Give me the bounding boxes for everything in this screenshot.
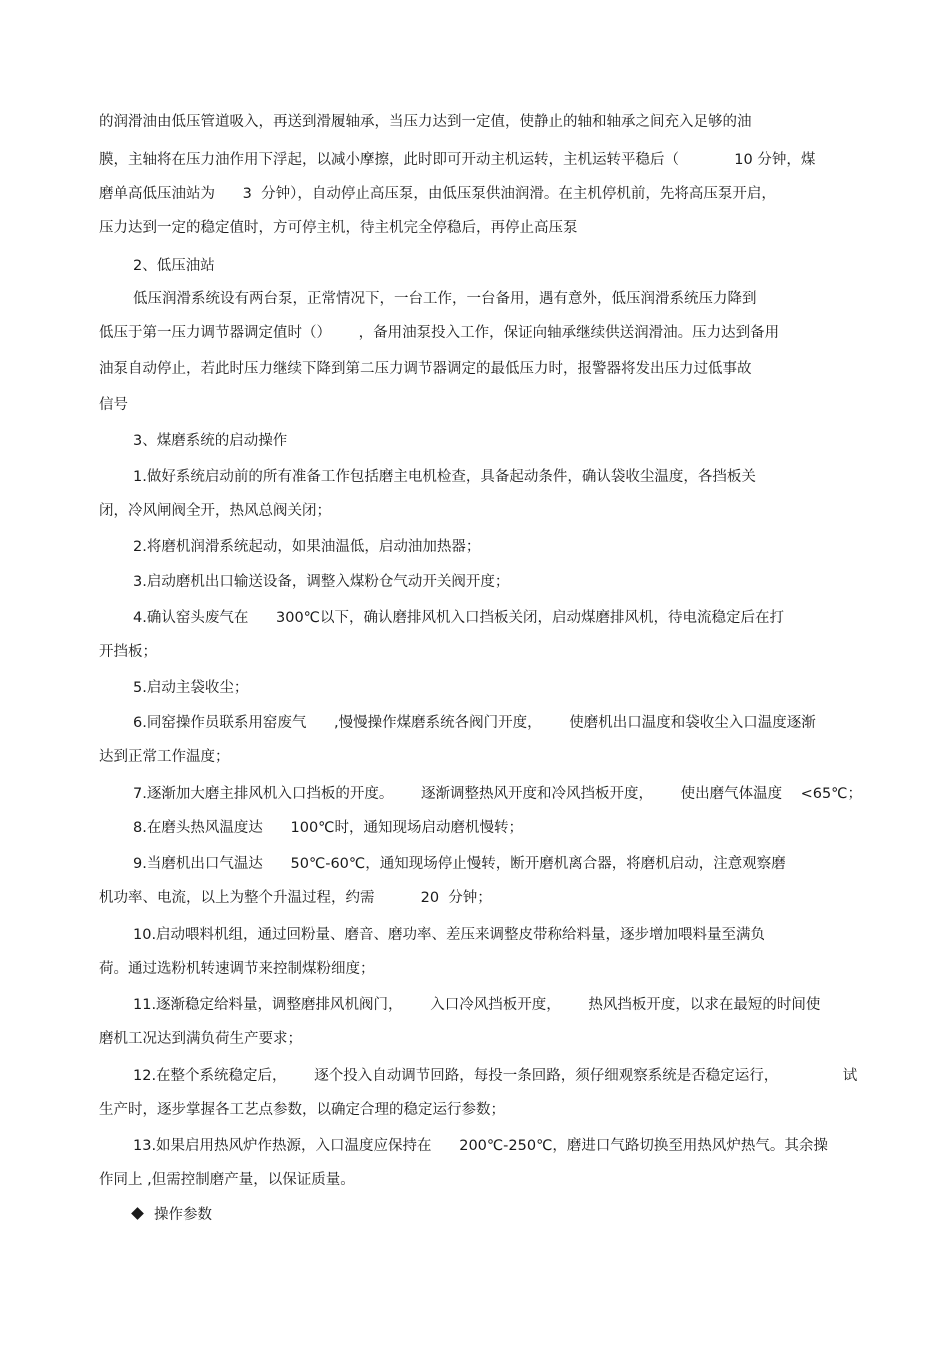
paragraph1-line-3: 磨单高低压油站为 3 分钟），自动停止高压泵，由低压泵供油润滑。在主机停机前，先将高压泵开启， <box>99 186 776 202</box>
step-9-line-1: 9.当磨机出口气温达 50℃-60℃，通知现场停止慢转，断开磨机离合器，将磨机启动，注意观察磨 <box>133 856 786 872</box>
paragraph1-line-4: 压力达到一定的稳定值时，方可停主机，待主机完全停稳后，再停止高压泵 <box>99 220 578 236</box>
step-11-line-2: 磨机工况达到满负荷生产要求； <box>99 1031 302 1047</box>
step-5: 5.启动主袋收尘； <box>133 680 249 696</box>
step-12-line-2: 生产时，逐步掌握各工艺点参数，以确定合理的稳定运行参数； <box>99 1102 505 1118</box>
step-3: 3.启动磨机出口输送设备，调整入煤粉仓气动开关阀开度； <box>133 574 510 590</box>
step-7: 7.逐渐加大磨主排风机入口挡板的开度。 逐渐调整热风开度和冷风挡板开度， 使出磨气体温度 <65℃； <box>133 786 862 802</box>
step-9-line-2: 机功率、电流，以上为整个升温过程，约需 20 分钟； <box>99 890 492 906</box>
section2-line-1: 低压润滑系统设有两台泵，正常情况下，一台工作，一台备用，遇有意外，低压润滑系统压力降到 <box>133 291 757 307</box>
paragraph1-line-1: 的润滑油由低压管道吸入，再送到滑履轴承，当压力达到一定值，使静止的轴和轴承之间充入足够的油 <box>99 114 752 130</box>
step-12-line-1: 12.在整个系统稳定后， 逐个投入自动调节回路，每投一条回路，须仔细观察系统是否稳定运行， 试 <box>133 1068 858 1084</box>
section2-line-3: 油泵自动停止，若此时压力继续下降到第二压力调节器调定的最低压力时，报警器将发出压力过低事故 <box>99 361 752 377</box>
step-8: 8.在磨头热风温度达 100℃时，通知现场启动磨机慢转； <box>133 820 523 836</box>
step-11-line-1: 11.逐渐稳定给料量，调整磨排风机阀门， 入口冷风挡板开度， 热风挡板开度，以求在最短的时间使 <box>133 997 821 1013</box>
step-1-line-2: 闭，冷风闸阀全开，热风总阀关闭； <box>99 503 331 519</box>
step-13-line-1: 13.如果启用热风炉作热源，入口温度应保持在 200℃-250℃，磨进口气路切换至用热风炉热气。其余操 <box>133 1138 828 1154</box>
step-6-line-1: 6.同窑操作员联系用窑废气 ,慢慢操作煤磨系统各阀门开度， 使磨机出口温度和袋收尘入口温度逐渐 <box>133 715 816 731</box>
step-4-line-1: 4.确认窑头废气在 300℃以下，确认磨排风机入口挡板关闭，启动煤磨排风机，待电流稳定后在打 <box>133 610 784 626</box>
step-1-line-1: 1.做好系统启动前的所有准备工作包括磨主电机检查，具备起动条件，确认袋收尘温度，各挡板关 <box>133 469 756 485</box>
step-13-line-2: 作同上 ,但需控制磨产量，以保证质量。 <box>99 1172 355 1188</box>
diamond-icon <box>131 1207 144 1220</box>
step-6-line-2: 达到正常工作温度； <box>99 749 230 765</box>
paragraph1-line-2: 膜，主轴将在压力油作用下浮起，以减小摩擦，此时即可开动主机运转，主机运转平稳后（ 10 分钟，煤 <box>99 152 816 168</box>
section2-line-4: 信号 <box>99 397 128 413</box>
section3-heading: 3、煤磨系统的启动操作 <box>133 433 288 449</box>
step-10-line-1: 10.启动喂料机组，通过回粉量、磨音、磨功率、差压来调整皮带称给料量，逐步增加喂料量至满负 <box>133 927 766 943</box>
step-2: 2.将磨机润滑系统起动，如果油温低，启动油加热器； <box>133 539 481 555</box>
section2-line-2: 低压于第一压力调节器调定值时（） ，备用油泵投入工作，保证向轴承继续供送润滑油。压力达到备用 <box>99 325 780 341</box>
step-4-line-2: 开挡板； <box>99 644 157 660</box>
section2-heading: 2、低压油站 <box>133 258 215 274</box>
operating-parameters-bullet <box>133 1205 212 1225</box>
operating-parameters-label: 操作参数 <box>154 1207 212 1223</box>
step-10-line-2: 荷。通过选粉机转速调节来控制煤粉细度； <box>99 961 375 977</box>
